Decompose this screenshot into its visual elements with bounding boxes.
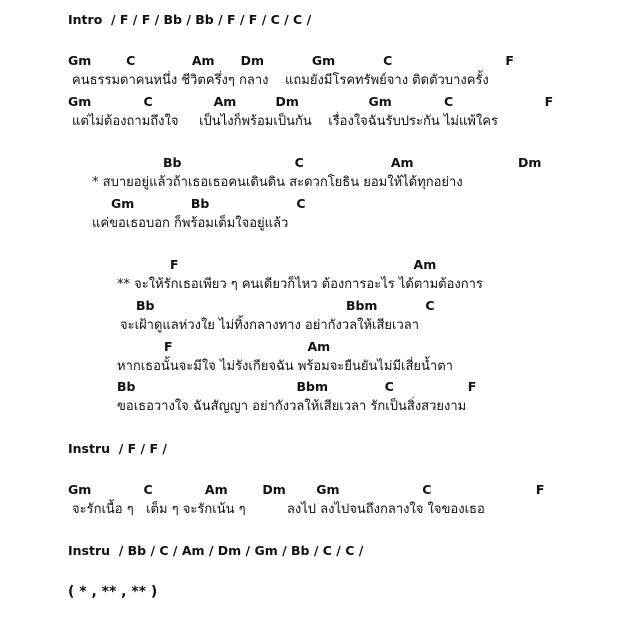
chorus-double-chords-3: F Am <box>164 339 331 354</box>
chorus-double-chords-1: F Am <box>170 257 437 272</box>
chorus-double-lyric-1: ** จะให้รักเธอเพียว ๆ คนเดียวก็ไหว ต้องการอะไร ได้ตามต้องการ <box>117 277 483 292</box>
chorus-star-lyric-2: แค่ขอเธอบอก ก็พร้อมเต็มใจอยู่แล้ว <box>92 216 289 231</box>
instru-line-2: Instru / Bb / C / Am / Dm / Gm / Bb / C / C / <box>68 543 364 558</box>
chorus-double-lyric-2: จะเฝ้าดูแลห่วงใย ไม่ทิ้งกลางทาง อย่ากังวลให้เสียเวลา <box>120 318 420 333</box>
chorus-star-chords-2: Gm Bb C <box>111 196 306 211</box>
chorus-star-lyric-1: * สบายอยู่แล้วถ้าเธอเธอคนเดินดิน สะดวกโยธิน ยอมให้ได้ทุกอย่าง <box>92 175 463 190</box>
verse1-chords-2: Gm C Am Dm Gm C F <box>68 94 554 109</box>
chorus-double-lyric-3: หากเธอนั้นจะมีใจ ไม่รังเกียจฉัน พร้อมจะยืนยันไม่มีเสี่ยน้ำตา <box>117 359 453 374</box>
chorus-star-chords-1: Bb C Am Dm <box>163 155 542 170</box>
chorus-double-lyric-4: ขอเธอวางใจ ฉันสัญญา อย่ากังวลให้เสียเวลา รักเป็นสิ่งสวยงาม <box>117 399 467 414</box>
instru-line-1: Instru / F / F / <box>68 441 167 456</box>
verse1-lyric-1: คนธรรมดาคนหนึ่ง ชีวิตครึ่งๆ กลาง แถมยังมีโรคทรัพย์จาง ติดตัวบางครั้ง <box>72 73 489 88</box>
chorus-double-chords-2: Bb Bbm C <box>136 298 435 313</box>
repeat-instruction: ( * , ** , ** ) <box>68 584 158 600</box>
bridge-lyric: จะรักเนื้อ ๆ เต็ม ๆ จะรักเน้น ๆ ลงไป ลงไปจนถึงกลางใจ ใจของเธอ <box>72 502 485 517</box>
verse1-chords-1: Gm C Am Dm Gm C F <box>68 53 514 68</box>
verse1-lyric-2: แต่ไม่ต้องถามถึงใจ เป็นไงก็พร้อมเป็นกัน เรื่องใจฉันรับประกัน ไม่แพ้ใคร <box>72 114 498 129</box>
bridge-chords: Gm C Am Dm Gm C F <box>68 482 545 497</box>
intro-line: Intro / F / F / Bb / Bb / F / F / C / C / <box>68 12 312 27</box>
chorus-double-chords-4: Bb Bbm C F <box>117 379 477 394</box>
